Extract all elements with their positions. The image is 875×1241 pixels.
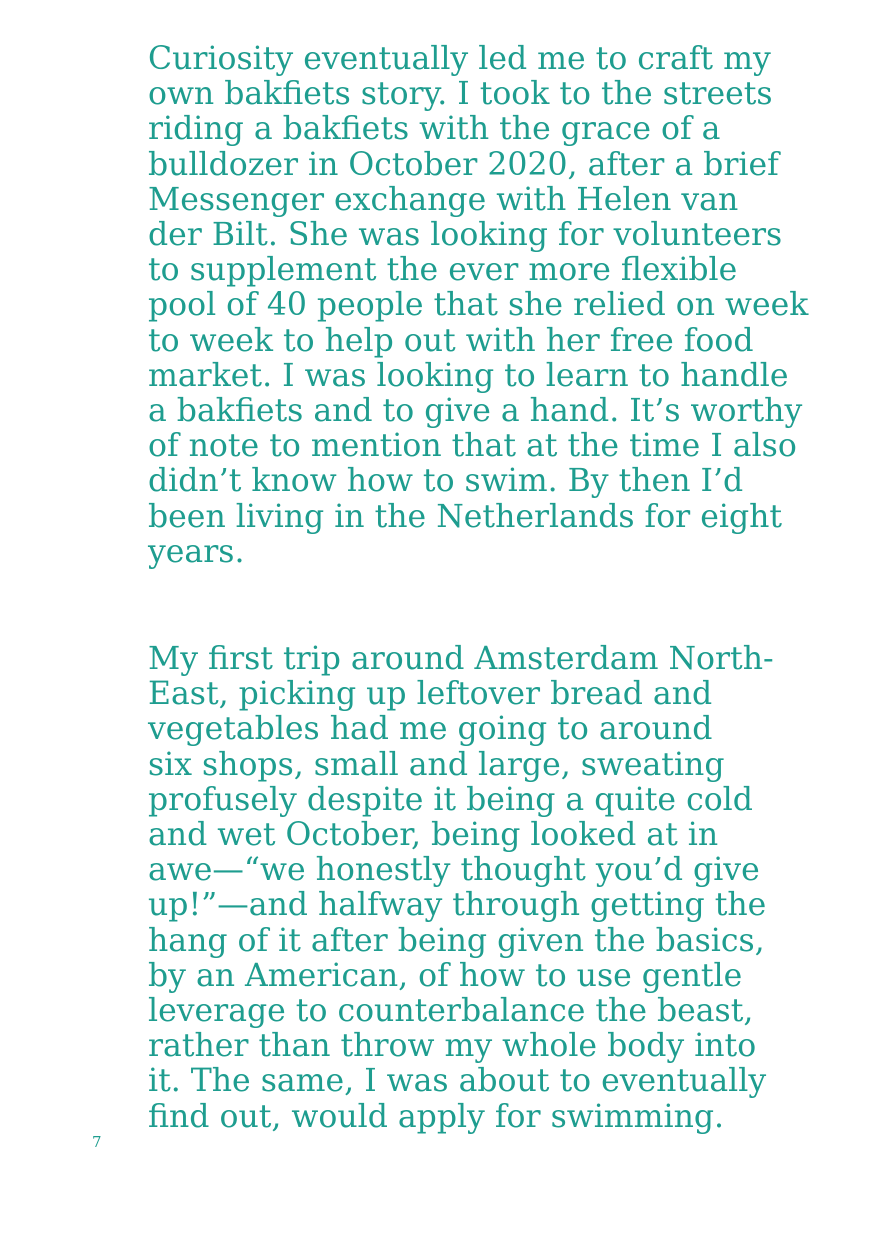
text-line: pool of 40 people that she relied on week <box>148 287 809 324</box>
text-line: Curiosity eventually led me to craft my <box>148 41 771 77</box>
text-line: of note to mention that at the time I also <box>148 428 797 465</box>
text-line: bulldozer in October 2020, after a brief <box>148 146 779 183</box>
text-line: awe—“we honestly thought you’d give <box>148 852 760 889</box>
page-number: 7 <box>92 1133 102 1151</box>
text-line: own bakfiets story. I took to the streets <box>148 76 773 113</box>
text-line: My first trip around Amsterdam North- <box>148 641 774 677</box>
text-line: to supplement the ever more flexible <box>148 252 738 289</box>
text-line: profusely despite it being a quite cold <box>148 781 753 818</box>
text-line: by an American, of how to use gentle <box>148 957 743 994</box>
text-line: rather than throw my whole body into <box>148 1028 757 1065</box>
text-line: find out, would apply for swimming. <box>148 1098 725 1135</box>
text-line: riding a bakfiets with the grace of a <box>148 111 721 148</box>
paragraph-first-trip <box>148 642 848 1135</box>
text-line: and wet October, being looked at in <box>148 817 719 854</box>
text-line: been living in the Netherlands for eight <box>148 498 783 535</box>
text-line: hang of it after being given the basics, <box>148 922 765 959</box>
text-line: it. The same, I was about to eventually <box>148 1063 767 1100</box>
text-line: six shops, small and large, sweating <box>148 746 725 783</box>
text-line: Messenger exchange with Helen van <box>148 181 739 218</box>
paragraph-bakfiets-story <box>148 42 848 570</box>
text-line: leverage to counterbalance the beast, <box>148 993 754 1030</box>
text-line: didn’t know how to swim. By then I’d <box>148 463 744 500</box>
text-line: vegetables had me going to around <box>148 711 713 748</box>
text-line: years. <box>148 533 245 570</box>
text-line: East, picking up leftover bread and <box>148 676 713 713</box>
text-line: der Bilt. She was looking for volunteers <box>148 217 783 254</box>
text-line: up!”—and halfway through getting the <box>148 887 767 924</box>
text-line: to week to help out with her free food <box>148 322 754 359</box>
text-line: a bakfiets and to give a hand. It’s worthy <box>148 393 803 430</box>
text-line: market. I was looking to learn to handle <box>148 357 789 394</box>
